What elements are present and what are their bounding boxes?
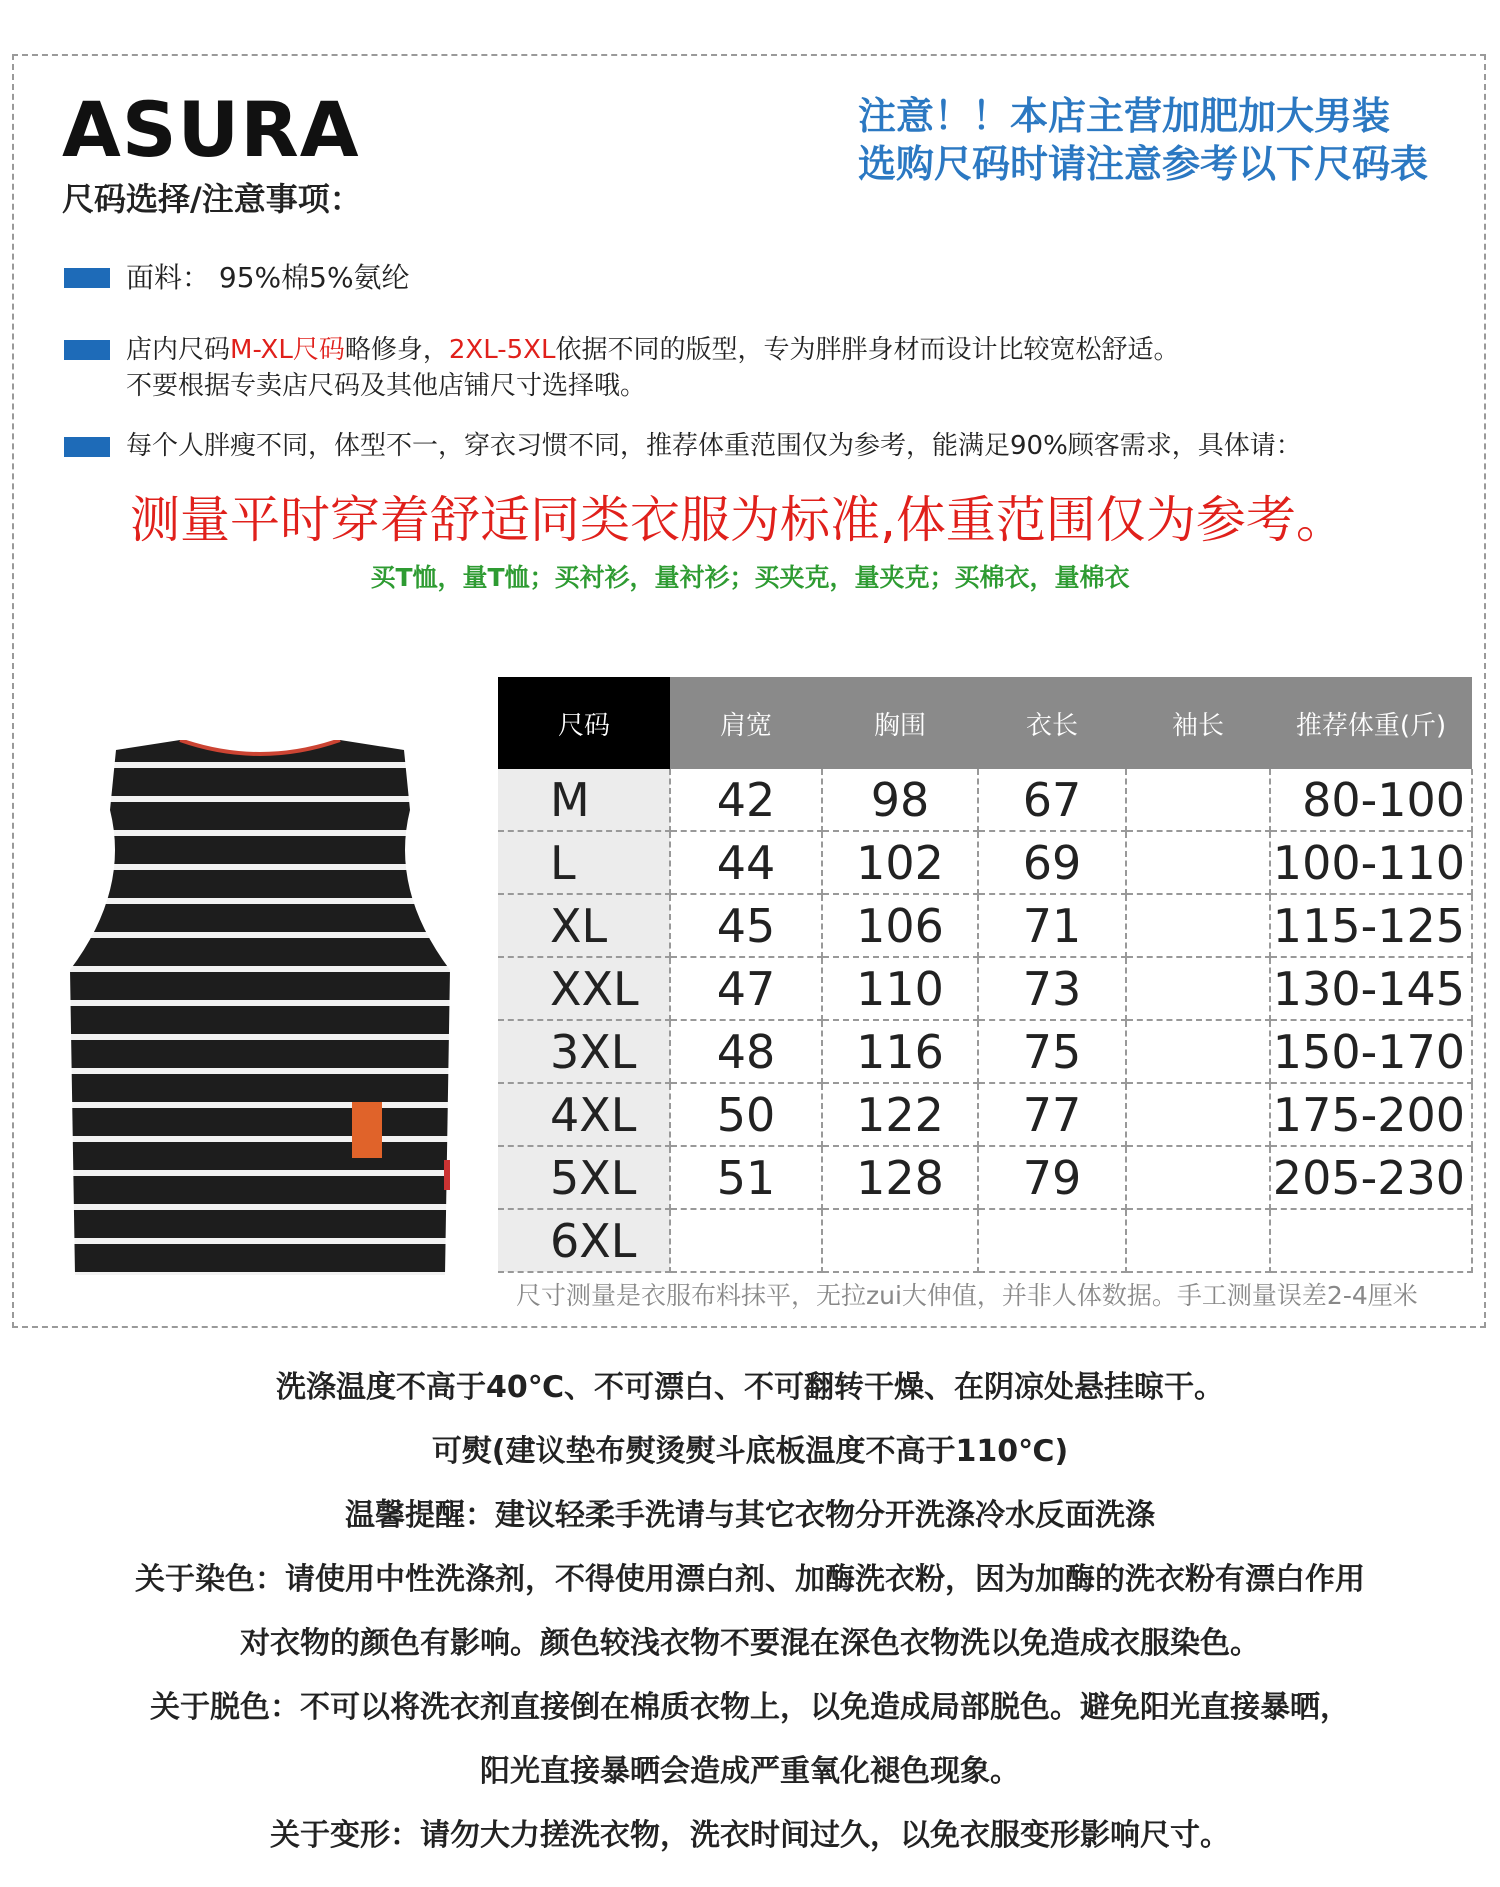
cell-size: XXL (498, 957, 670, 1020)
table-row (498, 1083, 1472, 1146)
cell-weight (1270, 1209, 1472, 1272)
care-line: 温馨提醒：建议轻柔手洗请与其它衣物分开洗涤冷水反面洗涤 (345, 1498, 1155, 1533)
cell-size: 3XL (498, 1020, 670, 1083)
cell-length (978, 1209, 1126, 1272)
cell-size: M (498, 769, 670, 831)
product-image (60, 740, 460, 1280)
cell-length: 69 (978, 831, 1126, 894)
cell-chest: 122 (822, 1083, 978, 1146)
header-chest: 胸围 (822, 677, 978, 769)
weight-note: 每个人胖瘦不同，体型不一，穿衣习惯不同，推荐体重范围仅为参考，能满足90%顾客需求，具体请： (126, 431, 1302, 461)
cell-size: XL (498, 894, 670, 957)
cell-length: 73 (978, 957, 1126, 1020)
cell-chest: 128 (822, 1146, 978, 1209)
table-row (498, 894, 1472, 957)
cell-size: L (498, 831, 670, 894)
cell-weight: 150-170 (1270, 1020, 1472, 1083)
cell-size: 4XL (498, 1083, 670, 1146)
cell-chest: 110 (822, 957, 978, 1020)
header-length: 衣长 (978, 677, 1126, 769)
cell-shoulder: 51 (670, 1146, 822, 1209)
cell-chest: 106 (822, 894, 978, 957)
cell-shoulder: 42 (670, 769, 822, 831)
cell-shoulder: 44 (670, 831, 822, 894)
table-row (498, 1020, 1472, 1083)
page-subtitle: 尺码选择/注意事项： (62, 180, 362, 218)
cell-chest: 98 (822, 769, 978, 831)
header-sleeve: 袖长 (1126, 677, 1270, 769)
fit-info-line-2: 不要根据专卖店尺码及其他店铺尺寸选择哦。 (126, 371, 647, 401)
cell-size: 5XL (498, 1146, 670, 1209)
care-line: 阳光直接暴晒会造成严重氧化褪色现象。 (480, 1754, 1020, 1789)
care-line: 对衣物的颜色有影响。颜色较浅衣物不要混在深色衣物洗以免造成衣服染色。 (240, 1626, 1260, 1661)
cell-length: 67 (978, 769, 1126, 831)
cell-shoulder: 50 (670, 1083, 822, 1146)
table-row (498, 831, 1472, 894)
table-row (498, 1146, 1472, 1209)
header-shoulder: 肩宽 (670, 677, 822, 769)
pocket-label-icon (352, 1102, 382, 1158)
cell-chest: 116 (822, 1020, 978, 1083)
cell-shoulder: 45 (670, 894, 822, 957)
care-line: 关于染色：请使用中性洗涤剂，不得使用漂白剂、加酶洗衣粉，因为加酶的洗衣粉有漂白作用 (135, 1562, 1365, 1597)
care-line: 关于脱色：不可以将洗衣剂直接倒在棉质衣物上，以免造成局部脱色。避免阳光直接暴晒， (150, 1690, 1350, 1725)
measurement-note: 尺寸测量是衣服布料抹平，无拉zui大伸值，并非人体数据。手工测量误差2-4厘米 (516, 1281, 1418, 1310)
measure-instruction: 测量平时穿着舒适同类衣服为标准,体重范围仅为参考。 (130, 491, 1346, 549)
care-line: 关于变形：请勿大力搓洗衣物，洗衣时间过久，以免衣服变形影响尺寸。 (270, 1818, 1230, 1853)
cell-chest (822, 1209, 978, 1272)
cell-sleeve (1126, 894, 1270, 957)
bullet-marker (64, 437, 110, 457)
store-notice (858, 92, 1458, 188)
cell-sleeve (1126, 1083, 1270, 1146)
cell-sleeve (1126, 957, 1270, 1020)
cell-length: 79 (978, 1146, 1126, 1209)
bullet-marker (64, 340, 110, 360)
notice-line-2: 选购尺码时请注意参考以下尺码表 (858, 142, 1429, 186)
cell-length: 77 (978, 1083, 1126, 1146)
fit-info: 店内尺码M-XL尺码略修身，2XL-5XL依据不同的版型，专为胖胖身材而设计比较宽松舒适。 不要根据专卖店尺码及其他店铺尺寸选择哦。 (126, 332, 1179, 404)
cell-shoulder: 47 (670, 957, 822, 1020)
brand-logo: ASURA (62, 85, 360, 174)
cell-shoulder (670, 1209, 822, 1272)
table-row (498, 1209, 1472, 1272)
size-table (498, 677, 1473, 1273)
cell-sleeve (1126, 1146, 1270, 1209)
fabric-info: 面料： 95%棉5%氨纶 (126, 261, 410, 294)
cell-weight: 205-230 (1270, 1146, 1472, 1209)
header-weight: 推荐体重(斤) (1270, 677, 1472, 769)
table-row (498, 769, 1472, 831)
cell-sleeve (1126, 1020, 1270, 1083)
cell-weight: 175-200 (1270, 1083, 1472, 1146)
cell-length: 71 (978, 894, 1126, 957)
cell-sleeve (1126, 1209, 1270, 1272)
cell-size: 6XL (498, 1209, 670, 1272)
cell-sleeve (1126, 769, 1270, 831)
care-line: 可熨(建议垫布熨烫熨斗底板温度不高于110℃) (431, 1434, 1069, 1469)
table-header-row (498, 677, 1472, 769)
cell-shoulder: 48 (670, 1020, 822, 1083)
bullet-marker (64, 268, 110, 288)
care-line: 洗涤温度不高于40℃、不可漂白、不可翻转干燥、在阴凉处悬挂晾干。 (275, 1370, 1225, 1405)
cell-chest: 102 (822, 831, 978, 894)
cell-sleeve (1126, 831, 1270, 894)
cell-weight: 130-145 (1270, 957, 1472, 1020)
cell-weight: 115-125 (1270, 894, 1472, 957)
header-size: 尺码 (498, 677, 670, 769)
cell-weight: 100-110 (1270, 831, 1472, 894)
table-row (498, 957, 1472, 1020)
cell-weight: 80-100 (1270, 769, 1472, 831)
notice-line-1: 注意！！本店主营加肥加大男装 (858, 94, 1391, 138)
measure-examples: 买T恤，量T恤；买衬衫，量衬衫；买夹克，量夹克；买棉衣，量棉衣 (370, 563, 1130, 592)
cell-length: 75 (978, 1020, 1126, 1083)
